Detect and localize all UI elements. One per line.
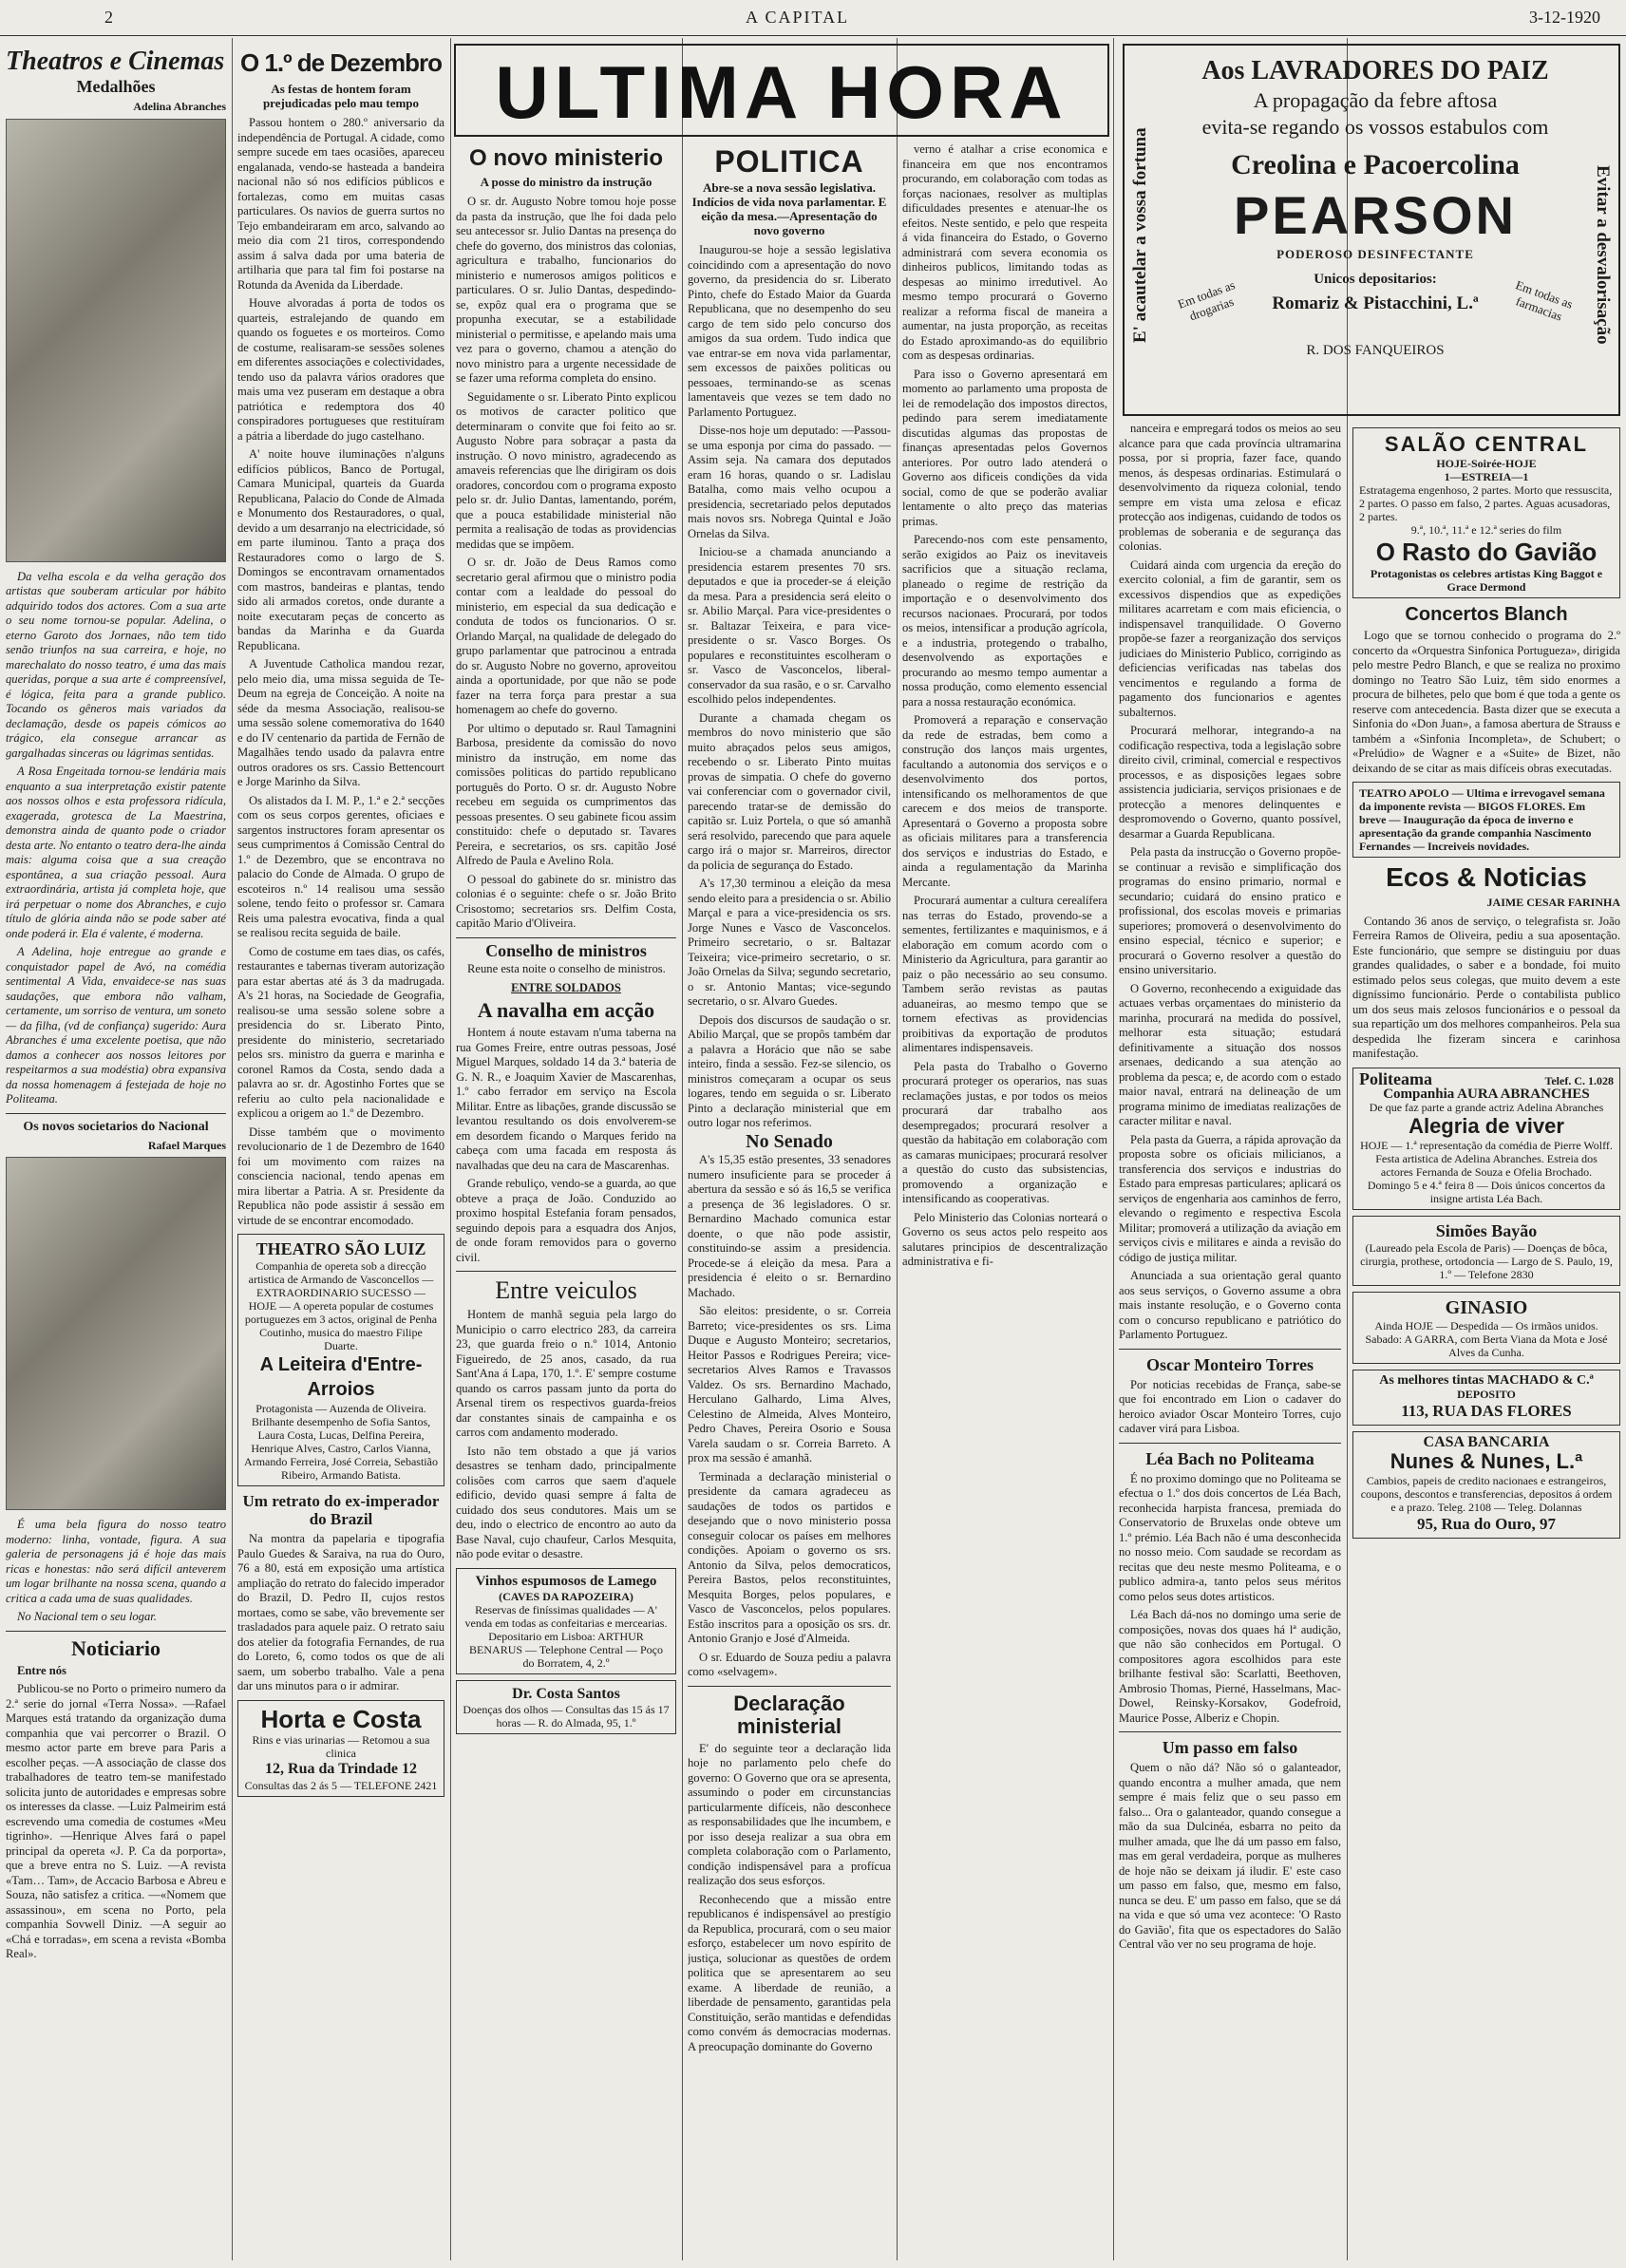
- article-title: Ecos & Noticias: [1386, 862, 1587, 892]
- ad-text: Em todas as drogarias: [1176, 277, 1238, 324]
- section-subtitle: Medalhões: [76, 77, 156, 96]
- page-header: [0, 0, 1626, 36]
- article-title: Oscar Monteiro Torres: [1146, 1354, 1314, 1374]
- ad-title: SALÃO CENTRAL: [1384, 432, 1589, 456]
- article-paragraph: A's 17,30 terminou a eleição da mesa sendo eleito para a presidencia o sr. Abilio Marçal e para a vice-presidencia os srs. Jorge Nunes e Vasco de Vasconcelos. Primeiro secretario, o sr. Baltazar Teixeira; vice-primeiro secretario, o sr. João Ornelas da Silva; segundo secretario, o sr. Antonio Mantas; vice-segundo secretario, o sr. Alvaro Guedes.: [688, 877, 891, 1008]
- article-title: No Senado: [746, 1130, 833, 1152]
- ad-brand: PEARSON: [1234, 185, 1517, 245]
- ad-text: (Laureado pela Escola de Paris) — Doenças de bôca, cirurgia, prothese, ortodoncia — Largo de S. Paulo, 19, 1.º — Telefone 2830: [1360, 1240, 1613, 1281]
- ad-title: Aos LAVRADORES DO PAIZ: [1201, 56, 1549, 85]
- article-title: A navalha em acção: [477, 998, 655, 1022]
- ad-text: DEPOSITO: [1457, 1387, 1516, 1401]
- article-title: Os novos societarios do Nacional: [23, 1119, 209, 1134]
- article-paragraph: Reconhecendo que a missão entre republicanos é indispensável ao prestígio da Republica, procurará, com o seu maior esforço, estabelecer um novo espírito de justiça, solucionar as questões de ordem politica que se apresentarem ao seu exame. A liberdade de reunião, a liberdade de pensamento, garantidas pela Constituição, serão mantidas e defendidas como convém ás democracias modernas. A preocupação dominante do Governo: [688, 1892, 891, 2053]
- ad-film-title: O Rasto do Gavião: [1375, 538, 1598, 566]
- article-title: Conselho de ministros: [485, 940, 647, 960]
- article-paragraph: Reune esta noite o conselho de ministros.: [467, 962, 666, 975]
- ad-text: 1—ESTREIA—1: [1444, 470, 1529, 483]
- ad-firm: Romariz & Pistacchini, L.ª: [1272, 293, 1479, 313]
- article-title: O novo ministerio: [468, 145, 664, 171]
- divider: [688, 1686, 891, 1687]
- byline: Rafael Marques: [147, 1138, 226, 1152]
- section-title: Theatros e Cinemas: [6, 47, 225, 76]
- article-paragraph: Hontem á noute estavam n'uma taberna na rua Gomes Freire, entre outras pessoas, José Miguel Marques, soldado 14 da 3.ª bateria de G. N. R., e Joaquim Xavier de Mascarenhas, 1.º cabo ferrador em serviço na Escola Militar. Entre as libações, grande discussão se levantou resultando os dois envolverem-se em desordem ficando o Marques ferido na cabeça com uma facada em resposta ás navalhadas que deu na cara de Mascarenhas.: [456, 1026, 676, 1172]
- column-rule: [682, 38, 683, 2260]
- ad-text: Protagonista — Auzenda de Oliveira. Brilhante desempenho de Sofia Santos, Laura Costa, Lucas, Delfina Pereira, Henrique Alves, Castro, Carlos Vianna, Armando Ferreira, José Correia, Sebastião Ribeiro, Armando Batista.: [244, 1402, 438, 1482]
- ad-title: CASA BANCARIA: [1423, 1433, 1550, 1450]
- issue-date: 3-12-1920: [1529, 8, 1600, 27]
- article-paragraph: Quem o não dá? Não só o galanteador, quando encontra a mulher amada, que nem sempre é mais feliz que o seu passo em falso... Ora o galanteador, quando consegue a mão da sua Dulcinéa, esbarra no peito da mulher amada, que lhe dá um passo em falso, mas em geral verdadeira, porque as mulheres de hoje não se deixam já iludir. E' este caso um passo em falso, que, mesmo em falso, nunca se deu. E' um passo em falso, que se dá na vida e que só uma vez acontece: 'O Rasto do Gavião', fita que os espectadores do Salão Central vão ver no seu programa de hoje.: [1119, 1761, 1341, 1951]
- article-paragraph: Publicou-se no Porto o primeiro numero da 2.ª serie do jornal «Terra Nossa». —Rafael Marques está tratando da organização duma companhia que vai percorrer o Brazil. O mesmo actor parte em breve para Paris a escolher peças. —A associação de classe dos trabalhadores de teatro tem-se manifestado solicita junto de autoridades e empresas sobre os interesses da classe. —Luiz Palmeirim está escrevendo uma comedia de costumes «Meu tigrinho». —Henrique Alves fará o papel principal da opereta «J. P. Ca da porporta», que a breve entra no S. Luiz. —A revista «Tam… Tam», de Accacio Barbosa e Abreu e Souza, não satisfez a critica. —«Nomem que assassinou», em scena no Porto, pela companhia Sovwell Diniz. —A seguir ao «Chá e torradas», em scena a revista «Bomba Real».: [6, 1682, 226, 1960]
- advertisement: [456, 1568, 676, 1674]
- article-paragraph: Depois dos discursos de saudação o sr. Abilio Marçal, que se propôs também dar a palavra a Horácio que não se sabe inteiro, finda a sessão. Fez-se silencio, os ministros começaram a ocupar os seus logares, tendo em seguida o sr. Liberato Pinto a declaração ministerial que em outro logar nos referimos.: [688, 1012, 891, 1129]
- article-paragraph: Parecendo-nos com este pensamento, serão exigidos ao Paiz os inevitaveis sacrificios que a situação reclama, planeado o regime de restrição da importação e o desenvolvimento dos recursos nacionaes. Procurará, por todos os meios, intensificar a produção agrícola, e a industria, protegendo o trabalho, desenvolvendo as exportações e procurando ao mesmo tempo aumentar a nossa produção, como elemento essencial para a nossa restauração económica.: [902, 533, 1107, 709]
- ad-text: Rins e vias urinarias — Retomou a sua clinica: [252, 1732, 430, 1760]
- photo-caption: É uma bela figura do nosso teatro moderno: linha, vontade, figura. A sua galeria de personagens já é hoje das mais ricas e honestas: não será difícil anteverem um logar brilhante na nossa scena, quando a critica a cada uma de suas qualidades.: [6, 1518, 226, 1605]
- article-title: Declaração ministerial: [733, 1691, 845, 1738]
- ad-text: A propagação da febre aftosa: [1253, 88, 1498, 112]
- advertisement-simoes-bayao: [1352, 1216, 1620, 1286]
- divider: [1119, 1731, 1341, 1732]
- ad-title: Dr. Costa Santos: [512, 1685, 620, 1702]
- ad-address: 113, RUA DAS FLORES: [1401, 1401, 1572, 1420]
- article-paragraph: Disse-nos hoje um deputado: —Passou-se uma esponja por cima do passado. —Assim seja. Na camara dos deputados eram 16 horas, quando o sr. Ladislau Batalha, como mais velho ocupou a presidencia, secretariado pelos deputados mais novos srs. Nobrega Quintal e João Ornelas da Silva.: [688, 424, 891, 540]
- column-rule: [232, 38, 233, 2260]
- ad-show-title: A Leiteira d'Entre-Arroios: [259, 1354, 423, 1400]
- advertisement-machado: [1352, 1370, 1620, 1426]
- ad-text: Consultas das 2 ás 5 — TELEFONE 2421: [244, 1778, 438, 1792]
- article-paragraph: A Adelina, hoje entregue ao grande e conquistador papel de Avó, na comédia sentimental A Vida, envaidece-se nas suas saudações, que embora não valham, certamente, um sorriso de ventura, um soneto — da filha, (vd de confiança) sugerido: Aura Abranches é uma excelente poetisa, que não damos a conhecer aos nossos leitores por respeitarmos a sua modéstia) obra expansiva da nossa homenagem á festejada de hoje no Politeama.: [6, 945, 226, 1106]
- page-number: 2: [104, 8, 113, 27]
- ad-title: Vinhos espumosos de Lamego: [475, 1573, 657, 1589]
- advertisement: [237, 1700, 444, 1797]
- ad-text: Unicos depositarios:: [1314, 272, 1437, 287]
- article-paragraph: verno é atalhar a crise economica e financeira em que nos encontramos procurando, em colaboração com todas as forças nacionaes, resolver as multiplas dificuldades presentes e atenuar-lhe os efeitos. Neste sentido, e pelo que respeita á vida financeira do Estado, o Governo administrará com severa economia os dinheiros publicos, limitando todas as despesas ao minimo irredutivel. Ao mesmo tempo procurará o Governo realizar a reforma fiscal de maneira a aumentar, na justa proporção, as receitas do Estado aproximando-as do equilibrio com as despesas ordinarias.: [902, 142, 1107, 362]
- advertisement-pearson: [1123, 44, 1620, 416]
- ad-text: Ainda HOJE — Despedida — Os irmãos unidos. Sabado: A GARRA, com Berta Viana da Mota e José Alves da Cunha.: [1365, 1318, 1608, 1359]
- ad-title: Politeama: [1359, 1068, 1432, 1088]
- article-title: Concertos Blanch: [1405, 604, 1568, 625]
- article-subtitle: A posse do ministro da instrução: [480, 175, 652, 189]
- ad-text: Reservas de finíssimas qualidades — A' venda em todas as confeitarias e mercearias. Depositario em Lisboa: ARTHUR BENARUS — Telephone Central — Poço do Borratem, 4, 2.º: [464, 1602, 668, 1670]
- article-paragraph: Procurará aumentar a cultura cerealífera nas terras do Estado, provendo-se a sementes, fertilizantes e maquinismos, e á elaboração em comum acordo com o Ministerio da Agricultura, para garantir ao paiz o pão necessário ao seu consumo. Tambem serão revistas as pautas aduaneiras, ao mesmo tempo que se tornem efectivas as providencias proibitivas da exportação de produtos alimentares indispensaveis.: [902, 894, 1107, 1054]
- ad-tagline: PODEROSO DESINFECTANTE: [1276, 247, 1474, 261]
- article-paragraph: Procurará melhorar, integrando-a na codificação respectiva, toda a legislação sobre direito civil, criminal, comercial e respectivos processos, e as disposições legaes sobre assistencia judiciaria, serviços prisionaes e de protecção a menores delinquentes e despromovendo o Governo, quanto possível, desarmar a Guarda Republicana.: [1119, 724, 1341, 841]
- ad-title: Horta e Costa: [260, 1704, 422, 1733]
- byline: JAIME CESAR FARINHA: [1486, 896, 1620, 909]
- article-paragraph: Grande rebuliço, vendo-se a guarda, ao que obteve a praça de João. Conduzido ao proximo hospital Estefania foram pensados, seguindo depois para a esquadra dos Anjos, de onde foram removidos para o governo civil.: [456, 1177, 676, 1264]
- ad-address: 12, Rua da Trindade 12: [265, 1760, 417, 1777]
- article-title: Noticiario: [70, 1635, 161, 1660]
- article-tag: ENTRE SOLDADOS: [511, 980, 621, 994]
- article-title: Um retrato do ex-imperador do Brazil: [242, 1492, 440, 1528]
- column-7: [1352, 422, 1620, 2262]
- ad-text: Doenças dos olhos — Consultas das 15 ás 17 horas — R. do Almada, 95, 1.º: [463, 1702, 670, 1729]
- article-title: Léa Bach no Politeama: [1145, 1448, 1314, 1468]
- article-subtitle: Abre-se a nova sessão legislativa. Indícios de vida nova parlamentar. E eição da mesa.—Apresentação do novo governo: [691, 180, 887, 237]
- advertisement-ginasio: [1352, 1292, 1620, 1364]
- column-2: [237, 44, 444, 2262]
- column-rule: [897, 38, 898, 2260]
- article-paragraph: Iniciou-se a chamada anunciando a presidencia estarem presentes 70 srs. deputados e que ia proceder-se á eleição da mesa. Para a presidencia será eleito o sr. Abilio Marçal. Para vice-presidentes o sr. Baltazar Teixeira, e para vice-presidente o sr. Vasco Borges. Os populares e reconstituintes escolheram o sr. Vasco de Vasconcelos, liberal-conservador da sua rasão, e o sr. Carvalho escolhido pelos independentes.: [688, 545, 891, 706]
- article-paragraph: A's 15,35 estão presentes, 33 senadores numero insuficiente para se proceder á abertura da sessão e só ás 16,5 se verifica a presença de 36 legisladores. O sr. Bernardino Machado comunica estar doente, o que não pode assistir, constituindo-se assim a presidencia. Procede-se á eleição da mesa. Para a presidencia é eleito o sr. Bernardino Machado.: [688, 1153, 891, 1299]
- ad-address: R. DOS FANQUEIROS: [1306, 343, 1445, 358]
- article-paragraph: Hontem de manhã seguia pela largo do Municipio o carro electrico 283, da carreira 23, que guarda freio o n.º 1014, Antonio Figueiredo, de 25 anos, casado, da rua Sant'Ana á Lapa, 170, 1.º. E' sempre costume quando os carros passam junto da porta do Arsenal tirem os respectivos guarda-freios dar constantes sinais de campainha e os carros com andamento moderado.: [456, 1308, 676, 1439]
- ad-text: Estratagema engenhoso, 2 partes. Morto que ressuscita, 2 partes. O passo em falso, 2 partes. Aguas acusadoras, 2 partes.: [1359, 483, 1613, 523]
- article-paragraph: Léa Bach dá-nos no domingo uma serie de composições, novas dos quaes há lª audição, que não são conhecidos em Portugal. O compositores agora escolhidos para este brilhante festival são: Scarlatti, Beethoven, Ambrosio Thomas, Pierné, Hasselmans, Mac-Dowel, Reinsky-Korsakov, Godefroid, Maurice Posse, Alberiz e Chopin.: [1119, 1608, 1341, 1725]
- ad-text: De que faz parte a grande actriz Adelina Abranches: [1369, 1100, 1604, 1114]
- ad-text: HOJE — 1.ª representação da comédia de Pierre Wolff. Festa artistica de Adelina Abranches. Estreia dos actores Fernanda de Souza e Ofelia Brochado. Domingo 5 e 4.ª feira 8 — Dois únicos concertos da insigne artista Léa Bach.: [1360, 1138, 1613, 1205]
- article-paragraph: Seguidamente o sr. Liberato Pinto explicou os motivos de caracter politico que determinaram o convite que foi feito ao sr. Augusto Nobre para sobraçar a pasta da instrução. O novo ministro, agradecendo as amaveis referencias que lhe dirigiram os dois oradores, concordou com o programa exposto pelo sr. dr. Julio Dantas, lamentando, porém, que a pouca estabilidade ministerial não permita a realisação de todas as providencias medidas que se impõem.: [456, 389, 676, 551]
- article-paragraph: Por noticias recebidas de França, sabe-se que foi encontrado em Lion o cadaver do heroico aviador Oscar Monteiro Torres, cujo cadaver virá para Lisboa.: [1119, 1377, 1341, 1435]
- ad-title: Simões Bayão: [1435, 1220, 1538, 1240]
- article-paragraph: Pelo Ministerio das Colonias norteará o Governo os seus actos pelo respeito aos salutares principios de descentralização administrativa e fi-: [902, 1210, 1107, 1268]
- divider: [6, 1113, 226, 1114]
- article-paragraph: O sr. Eduardo de Souza pediu a palavra como «selvagem».: [688, 1650, 891, 1678]
- article-paragraph: Isto não tem obstado a que já varios desastres se tenham dado, principalmente colisões com carros que saem d'aquele edificio, devido quasi sempre á falta de cuidado dos seus condutores. Mais um se deu, indo o electrico de encontro ao auto da Base Naval, cujo chaufeur, Carlos Mesquita, não pode evitar o desastre.: [456, 1444, 676, 1560]
- article-paragraph: Inaugurou-se hoje a sessão legislativa coincidindo com a apresentação do novo governo, da presidencia do sr. Liberato Pinto, chefe do Estado Maior da Guarda Republicana, que no desempenho do seu cargo de tem sido pelo concurso dos amigos da sua ordem. Tudo indica que vae entrar-se em nova vida parlamentar, sem excessos de paixões politicas ou pessoaes, terminando-se as scenas lamentaveis que vezes se tem dado no Parlamento Portuguez.: [688, 243, 891, 419]
- article-paragraph: A' noite houve iluminações n'alguns edifícios públicos, Banco de Portugal, Camara Municipal, quarteis da Guarda Republicana, Palacio do Conde de Almada e Monumento dos Restauradores, o qual, devido a um desarranjo na electricidade, só em parte iluminou. Tanto a praça dos Restauradores como o largo de S. Domingos se encontravam ornamentados com mastros, bandeiras e plantas, tendo sido ali armados coretos, onde durante a noite executaram peças de concerto as bandas da Marinha e da Guarda Republicana.: [237, 447, 444, 652]
- ad-firm: Nunes & Nunes, L.ª: [1390, 1448, 1583, 1473]
- column-4: [688, 142, 891, 2262]
- article-paragraph: São eleitos: presidente, o sr. Correia Barreto; vice-presidentes os srs. Lima Duque e Augusto Monteiro; secretarios, Heitor Passos e Rodrigues Pereira; vice-secretarios Alves Ramos e Travassos Valdez. Os srs. Bernardino Machado, Herculano Galhardo, Lima Alves, Celestino de Almeida, Alves Monteiro, Pedro Chaves, Pereira Osorio e Sousa Varela saudam o sr. Correia Barreto. A prox ma sessão é amanhã.: [688, 1304, 891, 1465]
- ad-text: Em todas as farmacias: [1513, 277, 1575, 324]
- article-paragraph: O pessoal do gabinete do sr. ministro das colonias é o seguinte: chefe o sr. João Brito Crisostomo; secretarios srs. Delfim Costa, capitão Mario d'Oliveira.: [456, 872, 676, 930]
- article-paragraph: Os alistados da I. M. P., 1.ª e 2.ª secções com os seus corpos gerentes, oficiaes e sargentos instructores foram apresentar os seus cumprimentos á Comissão Central do 1.º de Dezembro, que se encontrava no palacio do Conde de Almada. O grupo de escoteiros n.º 14 realisou uma sessão solene, tendo feito o professor sr. Camara Reis uma palestra evocativa, finda a qual se realisou recita seguida de baile.: [237, 793, 444, 939]
- ad-title: As melhores tintas MACHADO & C.ª: [1379, 1372, 1594, 1388]
- article-paragraph: A Juventude Catholica mandou rezar, pelo meio dia, uma missa seguida de Te-Deum na egreja de Conceição. A noite na séde da mesma Associação, realisou-se uma sessão solene comemorativa do 1640 e do IV centenario da partida de Fernão de Magalhães tendo usado da palavra entre outros oradores os srs. Cassio Bettencourt e Jorge Marinho da Silva.: [237, 657, 444, 788]
- ad-side-text: Evitar a desvalorisação: [1593, 164, 1613, 345]
- article-paragraph: Promoverá a reparação e conservação da rede de estradas, bem como a construção dos lanços mais urgentes, facultando a autonomia dos serviços e o desenvolvimento dos portos, intensificando os melhoramentos de que carecem e dos meios de transporte. Apresentará o Governo a proposta sobre as oficiais militares para a transferencia dos serviços e industrias do Estado, e ainda a regulamentação da Marinha Mercante.: [902, 713, 1107, 889]
- portrait-photo: [6, 119, 226, 562]
- ad-subtitle: HOJE-Soirée-HOJE: [1436, 457, 1537, 470]
- ultima-hora-banner: ULTIMA HORA: [454, 44, 1109, 137]
- article-paragraph: Por ultimo o deputado sr. Raul Tamagnini Barbosa, presidente da comissão do novo ministro da instrução, em nome das comissões politicas do partido republicano português do Porto. O sr. dr. Augusto Nobre recebeu em seguida os cumprimentos das pessoas presentes. O seu gabinete ficou assim constituido: chefe o deputado sr. Tavares Pereira, e secretarios, os srs. capitão José Alfredo de Paula e Avelino Rola.: [456, 721, 676, 867]
- article-subtitle: Entre nós: [17, 1663, 66, 1677]
- article-title: Entre veiculos: [495, 1276, 637, 1304]
- article-paragraph: Pela pasta da Guerra, a rápida aprovação da proposta sobre os oficiais milicianos, a transferencia dos serviços e industrias do Estado para empresas particulares; aplicará os serviços de engenharia aos caminhos de ferro, elevando o regimento e respectiva Escola Militar; promoverá a utilização da aviação em serviços civis e militares e ainda a revisão do código de justiça militar.: [1119, 1132, 1341, 1264]
- ad-product: Creolina e Pacoercolina: [1231, 149, 1520, 180]
- article-paragraph: No Nacional tem o seu logar.: [17, 1610, 157, 1623]
- advertisement-casa-bancaria: [1352, 1431, 1620, 1539]
- article-title: Um passo em falso: [1162, 1738, 1298, 1757]
- ad-subtitle: (CAVES DA RAPOZEIRA): [499, 1589, 633, 1603]
- divider: [456, 937, 676, 938]
- article-paragraph: Terminada a declaração ministerial o presidente da camara agradeceu as saudações de todos os partidos e desejando que o novo ministerio possa conseguir colocar os países em melhores condições. Apoiam o governo os srs. Antonio da Silva, pelos democraticos, Pereira Bastos, pelos reconstituintes, Mesquita Borges, pelos populares, e Vasco de Vasconcelos, pelos populares. Estão inscritos para a oposição os srs. dr. Antonio Granjo e José d'Almeida.: [688, 1469, 891, 1645]
- article-paragraph: O Governo, reconhecendo a exiguidade das actuaes verbas orçamentaes do ministerio da marinha, procurará na medida do possível, melhorar esta situação; estudará definitivamente a situação dos nossos arsenaes, dedicando a sua atenção ao problema da pesca; e, de acordo com o estado maior naval, entrará na delineação de um programa minimo de imediatas realizações de caracter militar e naval.: [1119, 981, 1341, 1127]
- advertisement: [456, 1680, 676, 1734]
- ad-show-title: Alegria de viver: [1409, 1113, 1564, 1138]
- divider: [1119, 1349, 1341, 1350]
- article-title: POLITICA: [714, 144, 864, 179]
- newspaper-title: A CAPITAL: [746, 8, 850, 27]
- column-3: [456, 142, 676, 2262]
- divider: [6, 1631, 226, 1632]
- advertisement-salao-central: [1352, 427, 1620, 598]
- ad-phone: Telef. C. 1.028: [1544, 1073, 1614, 1087]
- advertisement-apolo: TEATRO APOLO — Ultima e irrevogavel semana da imponente revista — BIGOS FLORES. Em breve — Inauguração da época de inverno e apresentação da grande companhia Nascimento Fernandes — Increiveis novidades.: [1352, 782, 1620, 858]
- article-paragraph: É no proximo domingo que no Politeama se efectua o 1.º dos dois concertos de Léa Bach, reconhecida harpista francesa, premiada do Conservatorio de Bruxelas onde obteve um 1.º prémio. Léa Bach não é uma desconhecida no nosso meio. Com saudade se recordam as recitas que deu neste mesmo Politeama, e o publico admira-a, tanto pelos seus méritos como pelos seus dotes artisticos.: [1119, 1471, 1341, 1603]
- portrait-photo: [6, 1157, 226, 1510]
- ad-side-text: E' acautelar a vossa fortuna: [1130, 127, 1150, 344]
- article-paragraph: Como de costume em taes dias, os cafés, restaurantes e tabernas tiveram autorização para estar abertas até ás 3 da madrugada. A's 21 horas, na Sociedade de Geografia, realisou-se uma sessão solene sobre a presidencia do sr. Liberato Pinto, presidente do ministerio, secretariado pelos srs. ministro da guerra e marinha e coronel Ramos da Costa, sendo dada a palavra ao sr. dr. Agostinho Fortes que se referiu ao culto pela nacionalidade e explicou a origem ao 1.º de Dezembro.: [237, 944, 444, 1120]
- article-paragraph: A Rosa Engeitada tornou-se lendária mais enquanto a sua interpretação existir patente aos nossos olhos e esta professora ridícula, exagerada, grotesca de La Maestrina, demonstra ainda de quanto pode o criador desta arte. No entanto o teatro dera-lhe ainda mais: alguma coisa que a sua creação espontânea, a sua criação pessoal. Aura extraordinária, artista já completa hoje, que irá perpetuar o nome dos Abranches, e cujo título de glória ainda não se pode saber até onde poderá ir. Ela é valente, é moderna.: [6, 765, 226, 940]
- article-paragraph: E' do seguinte teor a declaração lida hoje no parlamento pelo chefe do governo: O Governo que ora se apresenta, assumindo o poder em circunstancias particularmente difíceis, não desconhece as responsabilidades que lhe incumbem, e por isso deseja realizar a sua obra em completa colaboração com o Parlamento, condição indispensável para a profícua realização dos seus esforços.: [688, 1741, 891, 1887]
- column-rule: [450, 38, 451, 2260]
- article-paragraph: Disse também que o movimento revolucionario de 1 de Dezembro de 1640 foi um movimento com raizes na consciencia nacional, tendo apenas em mira libertar a Patria. A sr. Presidente da Republica não pode assistir á sessão em virtude de se encontrar encomodado.: [237, 1125, 444, 1227]
- article-paragraph: Da velha escola e da velha geração dos artistas que souberam articular por hábito adquirido todos dos actores. Com a sua arte o seu nome tornou-se popular. Adelina, o eterno Garoto dos Jornaes, não tem tido senão triunfos na sua carreira, e hoje, no marechalato do nosso teatro, é uma das mais queridas, porque a sua arte é compreensível, é lógica, feita para a grande publico. Tocando os gêneros mais variados da declamação, desde os papeis cómicos ao trágico, ela consegue arrancar as gargalhadas sinceras ou lágrimas sentidas.: [6, 569, 226, 760]
- article-paragraph: nanceira e empregará todos os meios ao seu alcance para que cada província ultramarina possa, por si propria, fazer face, quando menos, ás despesas ordinarias. Estimulará o desenvolvimento da riqueza colonial, tendo sempre em vista uma zelosa e eficaz protecção aos indigenas, cuidando de todos os problemas de soberania e de segurança das colonias.: [1119, 422, 1341, 553]
- advertisement-politeama: [1352, 1068, 1620, 1210]
- article-paragraph: Anunciada a sua orientação geral quanto aos seus serviços, o Governo assume a obra mais instante resolução, e o Governo conta com o concurso republicano e patriótico do Parlamento Portuguez.: [1119, 1269, 1341, 1341]
- column-rule: [1113, 38, 1114, 2260]
- article-paragraph: Contando 36 anos de serviço, o telegrafista sr. João Ferreira Ramos de Oliveira, pediu a sua aposentação. Este funcionário, que sempre se distinguiu por duas grandes qualidades, o saber e a bondade, foi muito estimado pelos seus colegas, que muito devem a este digníssimo funcionário. Perde o contabilista publico um dos seus mais zelosos funcionários e o pessoal da sua repartição um dos melhores companheiros. Pela sua despedida lhe fizeram sincera e carinhosa manifestação.: [1352, 914, 1620, 1060]
- article-subtitle: As festas de hontem foram prejudicadas pelo mau tempo: [262, 82, 420, 110]
- article-paragraph: Cuidará ainda com urgencia da ereção do exercito colonial, a fim de garantir, sem os excessivos dispendios que as expedições militares acarretam e com mais eficiencia, o indispensavel tranquilidade. O Governo propõe-se fazer a reorganização dos serviços judiciaes do Ministerio Publico, corrigindo as deficiencias verificadas nas tabelas dos vencimentos e regulando a forma de pagamento dos funcionarios e agentes subalternos.: [1119, 558, 1341, 719]
- article-paragraph: Pela pasta da instrucção o Governo propõe-se continuar a revisão e simplificação dos programas do ensino primario, normal e secundario; cuidará do ensino pratico e profissional, dos escolas moveis e primarias superiores; promoverá o desenvolvimento do ensino especial, técnico e superior; e procurará o Governo resolver a questão do ensino universitario.: [1119, 845, 1341, 976]
- column-6: [1119, 422, 1341, 2262]
- article-paragraph: O sr. dr. João de Deus Ramos como secretario geral afirmou que o ministro podia contar com a lealdade do pessoal do ministerio, em especial da sua dedicação e conduta de todos os funcionarios. O sr. Orlando Marçal, na qualidade de delegado do grupo parlamentar que patrocinou a entrada do sr. Augusto Nobre no governo, aproveitou ainda a oportunidade, por que não se pode fazer na terra força para prestar a sua homenagem ao chefe do governo.: [456, 556, 676, 716]
- article-paragraph: Passou hontem o 280.º aniversario da independência de Portugal. A cidade, como sempre sucede em taes ocasiões, apareceu engalanada, vendo-se hasteada a bandeira nacional não só nos edifícios públicos e fortalezas, como em muitas casas particulares. Os navios de guerra surtos no Tejo embandeiraram em arco, salvando ao meio dia com 21 tiros, correspondendo assim á salva dada por uma bateria de artilharia que para tal fim foi postarse na Rotunda da Avenida da Liberdade.: [237, 116, 444, 292]
- ad-company: Companhia AURA ABRANCHES: [1383, 1086, 1590, 1102]
- article-paragraph: Pela pasta do Trabalho o Governo procurará proteger os operarios, nas suas reclamações justas, e por todos os meios procurará dar trabalho aos desempregados; procurará resolver a questão da habitação em colaboração com as camaras municipaes; procurará resolver a questão do custo das subsistencias, promovendo a organização e intensificando as cooperativas.: [902, 1059, 1107, 1205]
- article-title: O 1.º de Dezembro: [239, 48, 443, 77]
- column-1: [6, 44, 226, 2262]
- article-paragraph: Houve alvoradas á porta de todos os quarteis, estralejando de quando em quando os foguetes e os morteiros. Como de costume, realisaram-se sessões solenes em diferentes associações e colectividades, tendo uso da palavra vários oradores que mais uma vez puseram em destaque a obra patriótica e redemptora dos 40 conspiradores portugueses que restituíram a pátria a liberdade do jugo castelhano.: [237, 296, 444, 443]
- article-paragraph: Na montra da papelaria e tipografia Paulo Guedes & Saraiva, na rua do Ouro, 76 a 80, está em exposição uma artística ampliação do retrato do falecido imperador do Brazil, D. Pedro II, cujos restos mortaes, como se sabe, vão brevemente ser trasladados para aquele paiz. O retrato saiu dos atelier da fotografia Fernandes, de rua do Loreto, 6, como todos os que de ali saem, um soberbo trabalho. Vale a pena dar uns minutos para o ir admirar.: [237, 1532, 444, 1692]
- ad-title: GINASIO: [1445, 1296, 1528, 1318]
- ad-text: evita-se regando os vossos estabulos com: [1201, 115, 1549, 139]
- ad-text: 9.ª, 10.ª, 11.ª e 12.ª series do film: [1410, 523, 1562, 537]
- ad-text: Cambios, papeis de credito nacionaes e estrangeiros, coupons, descontos e transferencias, depositos á ordem e a prazo. Teleg. 2108 — Teleg. Dolannas: [1360, 1473, 1613, 1514]
- article-paragraph: Durante a chamada chegam os membros do novo ministerio que são muito abraçados pelos seus amigos, recebendo o sr. Liberato Pinto muitas provas de simpatia. O chefe do governo vai conferenciar com o governador civil, parecendo tratar-se de demissão do capitão sr. Luiz Portela, o que só amanhã será resolvido, parecendo que para aquele cargo irá o major sr. Marreiros, director da policia de segurança do Estado.: [688, 710, 891, 872]
- ad-title: THEATRO SÃO LUIZ: [255, 1239, 426, 1258]
- divider: [1119, 1443, 1341, 1444]
- article-paragraph: Logo que se tornou conhecido o programa do 2.º concerto da «Orquestra Sinfonica Portugueza», dirigida pelo mestre Pedro Blanch, e que se realiza no proximo domingo no Teatro São Luiz, têm sido enormes a procura de bilhetes, pelo que bom é que toda a gente os reserve com antecedencia. Basta dizer que se executa a Sinfonia do «Don Juan», a famosa abertura de Strauss e também a «Sinfonia Incompleta», de Schubert; o «Prelúdio» de Wagner e a «Suite» de Bizet, não deixando de se citar as mais difíceis obras executadas.: [1352, 629, 1620, 775]
- byline: Adelina Abranches: [133, 100, 226, 113]
- article-paragraph: Para isso o Governo apresentará em momento ao parlamento uma proposta de lei de remodelação dos impostos directos, pedindo para serem imediatamente discutidas algumas das propostas de finanças apresentadas pelos Governos anteriores. Por outro lado atenderá o Governo aos dificeis condições da vida social, como de que se poderão avaliar lentamente o alto preço das materias primas.: [902, 367, 1107, 528]
- article-paragraph: O sr. dr. Augusto Nobre tomou hoje posse da pasta da instrução, que lhe foi dada pelo seu antecessor sr. Julio Dantas na presença do chefe do governo, dos ministros das colonias, agricultura e trabalho, funcionarios do ministerio e numerosos amigos politicos e particulares. O sr. Julio Dantas, despedindo-se, expôz qual era o programa que se propunha executar, se a estabilidade ministerial o permitisse, e apelando mais uma vez para o governo, chamou a atenção do novo ministro para a urgente necessidade de se fazer uma reforma completa do ensino.: [456, 195, 676, 385]
- advertisement: [237, 1234, 444, 1486]
- ad-text: Protagonistas os celebres artistas King Baggot e Grace Dermond: [1370, 567, 1603, 594]
- ad-address: 95, Rua do Ouro, 97: [1416, 1514, 1557, 1533]
- column-5: [902, 142, 1107, 2262]
- divider: [456, 1271, 676, 1272]
- ad-text: Companhia de opereta sob a direcção artistica de Armando de Vasconcellos — EXTRAORDINARIO SUCESSO — HOJE — A opereta popular de costumes portuguezes em 3 actos, original de Penha Coutinho, musica do maestro Filipe Duarte.: [244, 1259, 438, 1352]
